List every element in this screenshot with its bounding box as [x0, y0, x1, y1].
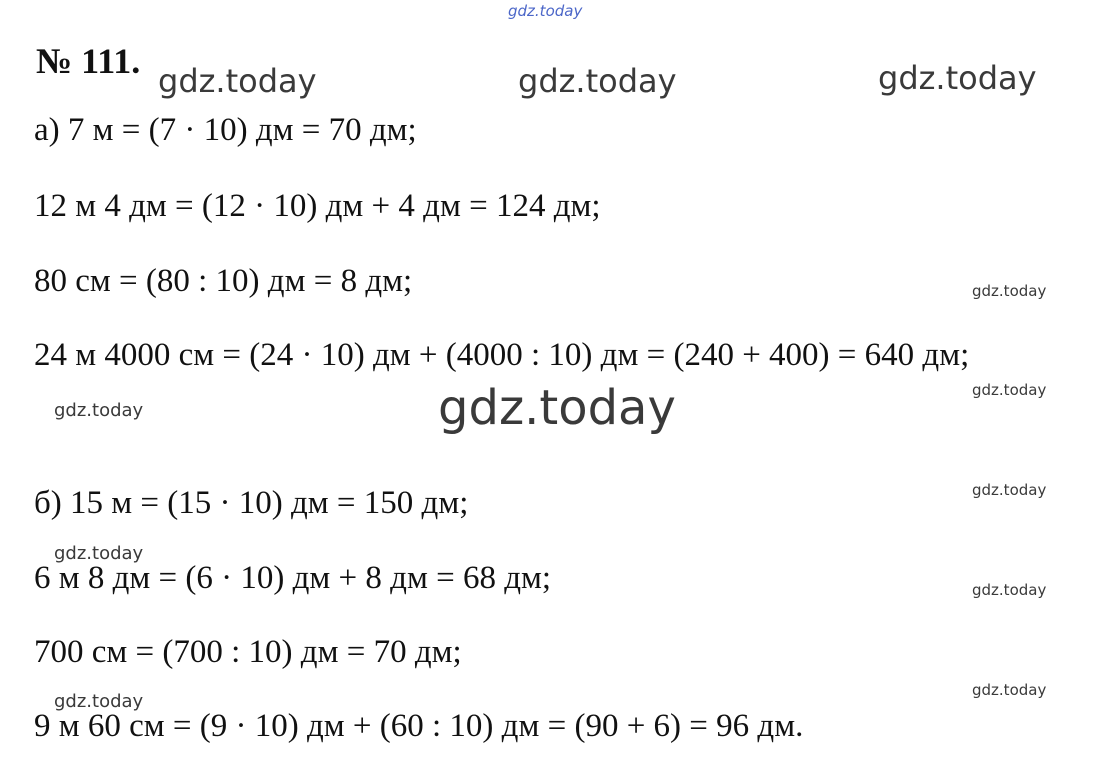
watermark-top: gdz.today	[508, 2, 583, 20]
solution-line-b3: 700 см = (700 : 10) дм = 70 дм;	[34, 634, 462, 670]
solution-line-a4: 24 м 4000 см = (24 · 10) дм + (4000 : 10) дм = (240 + 400) = 640 дм;	[34, 337, 970, 373]
solution-line-a2: 12 м 4 дм = (12 · 10) дм + 4 дм = 124 дм;	[34, 188, 601, 224]
watermark-small: gdz.today	[972, 381, 1047, 399]
solution-line-b2: 6 м 8 дм = (6 · 10) дм + 8 дм = 68 дм;	[34, 560, 552, 596]
watermark-small: gdz.today	[972, 681, 1047, 699]
watermark-small: gdz.today	[54, 400, 144, 421]
watermark-large-middle: gdz.today	[518, 62, 677, 100]
watermark-small: gdz.today	[54, 691, 144, 712]
watermark-small: gdz.today	[54, 543, 144, 564]
problem-number: № 111.	[36, 41, 141, 81]
solution-line-b4: 9 м 60 см = (9 · 10) дм + (60 : 10) дм = (90 + 6) = 96 дм.	[34, 708, 804, 744]
watermark-small: gdz.today	[972, 282, 1047, 300]
watermark-large-right: gdz.today	[878, 59, 1037, 97]
watermark-large-left: gdz.today	[158, 62, 317, 100]
solution-line-a3: 80 см = (80 : 10) дм = 8 дм;	[34, 263, 413, 299]
watermark-center: gdz.today	[438, 380, 676, 436]
watermark-small: gdz.today	[972, 581, 1047, 599]
watermark-small: gdz.today	[972, 481, 1047, 499]
solution-line-b1: б) 15 м = (15 · 10) дм = 150 дм;	[34, 485, 469, 521]
solution-line-a1: а) 7 м = (7 · 10) дм = 70 дм;	[34, 112, 417, 148]
